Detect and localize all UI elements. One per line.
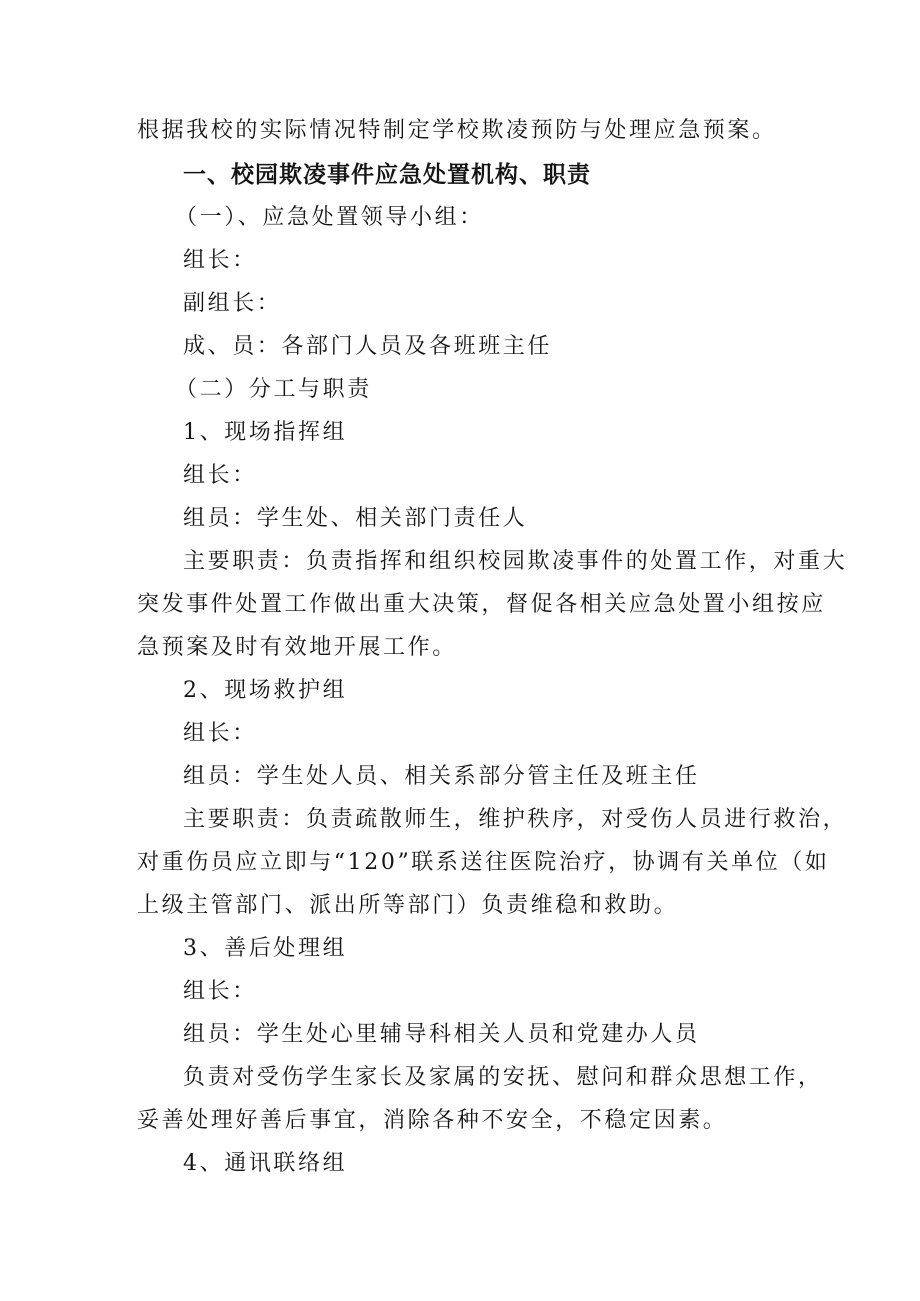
members-line: 成、员：各部门人员及各班班主任 [183,334,553,359]
duty-paragraph-line: 突发事件处置工作做出重大决策，督促各相关应急处置小组按应 [137,592,826,617]
subsection-title-leadership: （一）、应急处置领导小组： [175,205,484,230]
group-leader-label: 组长： [183,463,257,488]
duty-paragraph-line: 负责对受伤学生家长及家属的安抚、慰问和群众思想工作， [183,1065,823,1090]
group-title-rescue: 2、现场救护组 [183,678,348,703]
group-title-communication: 4、通讯联络组 [183,1151,348,1176]
vice-leader-label: 副组长： [183,291,282,316]
duty-paragraph-line: 主要职责：负责指挥和组织校园欺凌事件的处置工作，对重大 [183,549,848,574]
duty-paragraph-line: 对重伤员应立即与“120”联系送往医院治疗，协调有关单位（如 [137,850,830,875]
subsection-title-duties: （二）分工与职责 [175,377,372,402]
duty-paragraph-line: 主要职责：负责疏散师生，维护秩序，对受伤人员进行救治， [183,807,848,832]
duty-paragraph-line: 妥善处理好善后事宜，消除各种不安全，不稳定因素。 [137,1108,728,1133]
intro-paragraph: 根据我校的实际情况特制定学校欺凌预防与处理应急预案。 [137,118,777,143]
section-heading-1: 一、校园欺凌事件应急处置机构、职责 [183,162,591,188]
group-members-line: 组员：学生处、相关部门责任人 [183,506,528,531]
duty-paragraph-line: 急预案及时有效地开展工作。 [137,635,457,660]
group-members-line: 组员：学生处人员、相关系部分管主任及班主任 [183,764,700,789]
group-title-aftermath: 3、善后处理组 [183,936,348,961]
duty-paragraph-line: 上级主管部门、派出所等部门）负责维稳和救助。 [137,893,679,918]
group-members-line: 组员：学生处心里辅导科相关人员和党建办人员 [183,1022,700,1047]
group-leader-label: 组长： [183,721,257,746]
leader-label: 组长： [183,248,257,273]
group-leader-label: 组长： [183,979,257,1004]
group-title-command: 1、现场指挥组 [183,420,348,445]
